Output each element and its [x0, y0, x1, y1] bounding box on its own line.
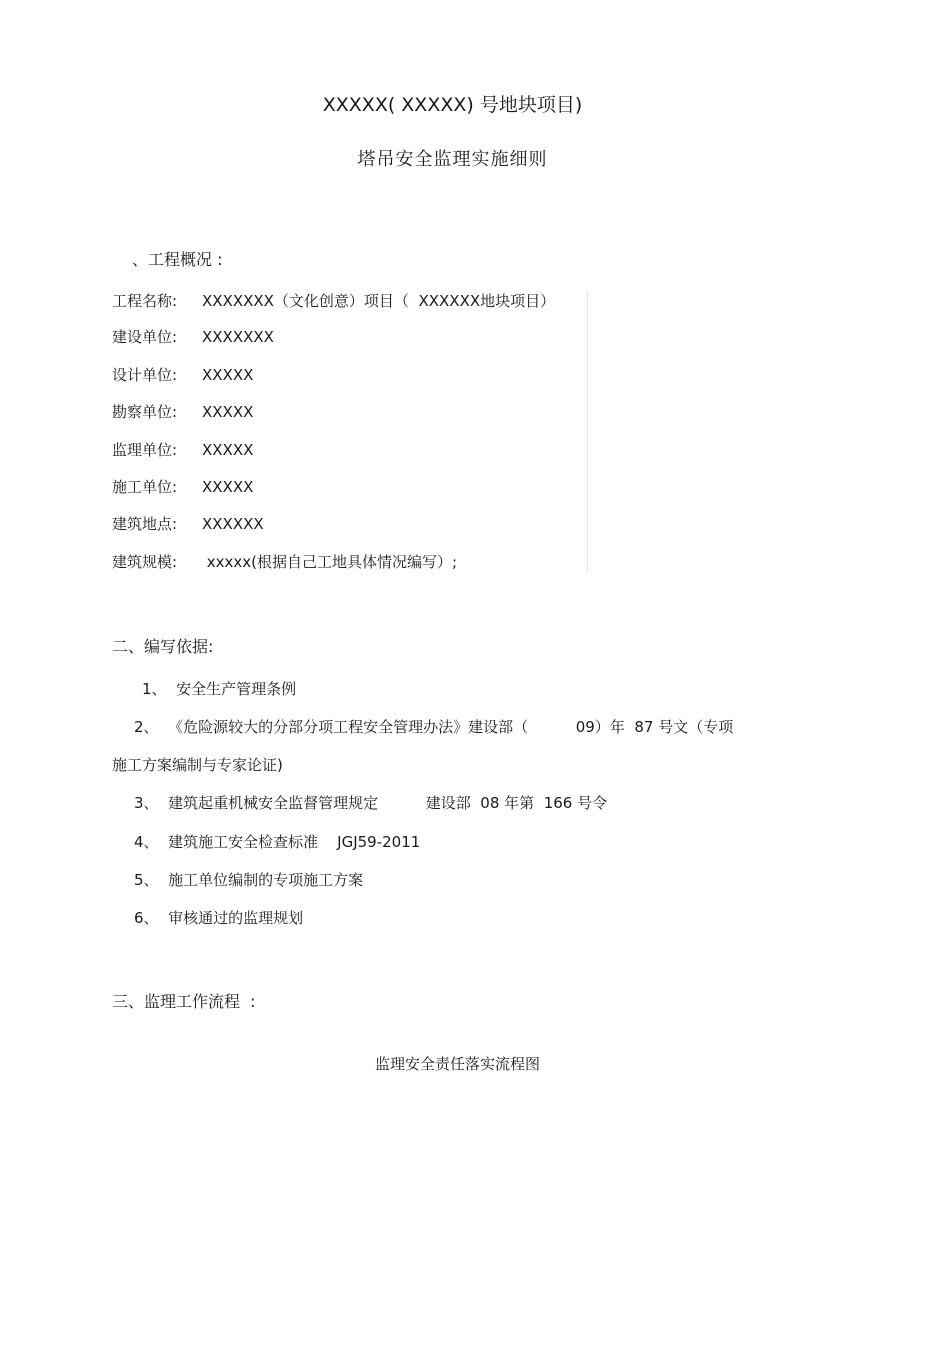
- info-label: 勘察单位:: [112, 403, 178, 421]
- info-row: [112, 439, 253, 460]
- info-row: [112, 513, 264, 534]
- info-value: XXXXX: [202, 403, 254, 421]
- document-title: XXXXX( XXXXX) 号地块项目): [322, 94, 583, 116]
- info-row: [112, 364, 253, 385]
- section-heading-workflow: 三、监理工作流程 :: [112, 992, 256, 1011]
- info-value: XXXXX: [202, 478, 254, 496]
- basis-item: 1、 安全生产管理条例: [142, 680, 297, 698]
- basis-item: 3、 建筑起重机械安全监督管理规定 建设部 08 年第 166 号令: [134, 794, 608, 812]
- info-value: XXXXXXX（文化创意）项目（ XXXXXX地块项目）: [202, 292, 556, 310]
- basis-item: 2、 《危险源较大的分部分项工程安全管理办法》建设部（ 09）年 87 号文（专项: [134, 718, 734, 736]
- basis-item: 6、 审核通过的监理规划: [134, 909, 304, 927]
- flowchart-caption: 监理安全责任落实流程图: [374, 1055, 540, 1073]
- info-value: XXXXXXX: [202, 328, 274, 346]
- section-heading-basis: 二、编写依据:: [112, 637, 214, 656]
- basis-item: 4、 建筑施工安全检查标准 JGJ59-2011: [134, 833, 421, 851]
- divider-line: [587, 292, 588, 573]
- info-value: XXXXX: [202, 441, 254, 459]
- info-label: 监理单位:: [112, 441, 178, 459]
- info-label: 工程名称:: [112, 292, 178, 310]
- section-heading-overview: 、工程概况 :: [132, 250, 223, 269]
- info-label: 建筑规模:: [112, 553, 178, 571]
- info-label: 设计单位:: [112, 366, 178, 384]
- info-label: 建设单位:: [112, 328, 178, 346]
- basis-item-continuation: 施工方案编制与专家论证): [112, 756, 283, 774]
- info-label: 建筑地点:: [112, 515, 178, 533]
- info-row: [112, 551, 457, 572]
- info-value: XXXXXX: [202, 515, 264, 533]
- info-row: [112, 401, 253, 422]
- info-value: XXXXX: [202, 366, 254, 384]
- info-row: [112, 290, 555, 311]
- info-label: 施工单位:: [112, 478, 178, 496]
- info-row: [112, 326, 274, 347]
- document-subtitle: 塔吊安全监理实施细则: [357, 149, 548, 170]
- info-value: xxxxx(根据自己工地具体情况编写）;: [202, 553, 458, 571]
- basis-item: 5、 施工单位编制的专项施工方案: [134, 871, 364, 889]
- info-row: [112, 476, 253, 497]
